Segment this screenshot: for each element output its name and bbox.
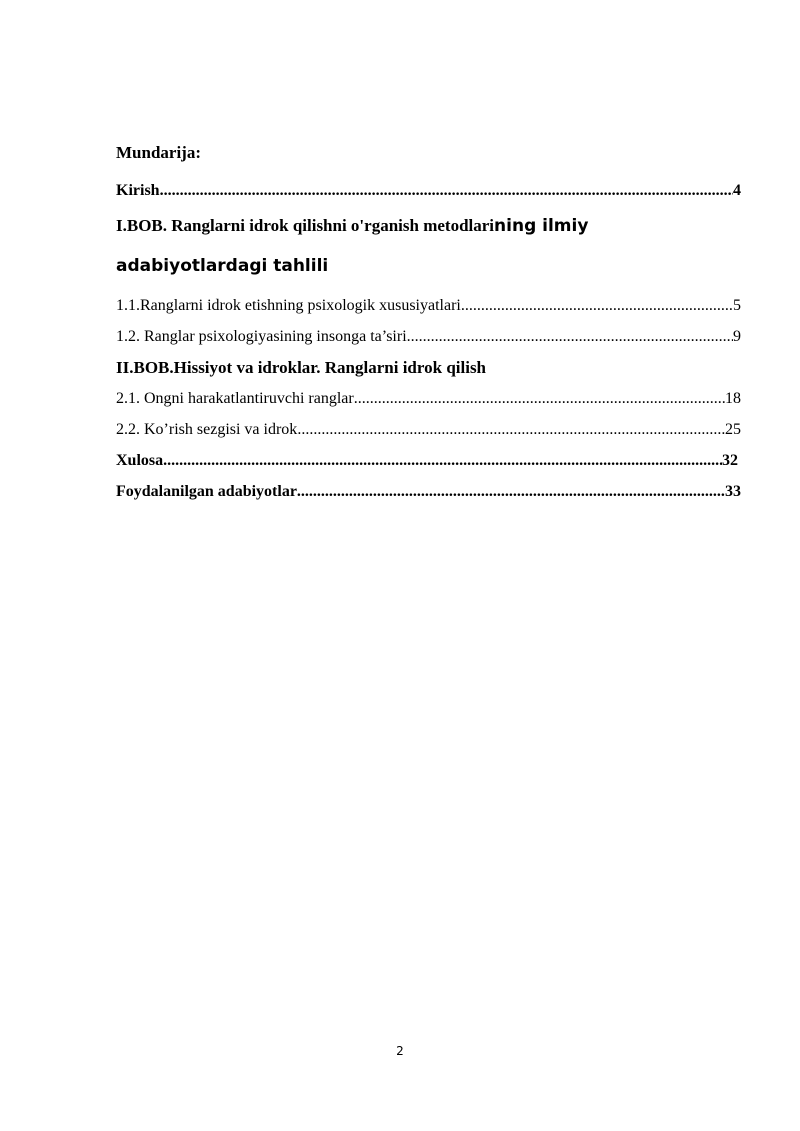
toc-entry-page: 18: [725, 390, 741, 407]
toc-entry-page: 4: [733, 182, 741, 199]
toc-chapter-1-heading[interactable]: [116, 206, 741, 286]
toc-entry-page: 5: [733, 297, 741, 314]
page-number: 2: [396, 1044, 404, 1058]
dot-leader: [407, 326, 733, 348]
dot-leader: [160, 180, 733, 202]
toc-entry-label: Xulosa: [116, 452, 164, 469]
toc-entry-conclusion[interactable]: [116, 441, 738, 472]
toc-entry-label: Kirish: [116, 182, 160, 199]
toc-entry-page: 33: [725, 483, 741, 500]
toc-title: Mundarija:: [116, 143, 201, 162]
toc-entry-page: 25: [725, 421, 741, 438]
dot-leader: [297, 419, 725, 441]
toc-entry-label: Foydalanilgan adabiyotlar: [116, 483, 297, 500]
toc-entry-intro[interactable]: [116, 171, 741, 202]
dot-leader: [354, 388, 725, 410]
table-of-contents: [116, 141, 741, 503]
toc-entry-page: 32: [722, 452, 738, 469]
toc-entry-label: 2.2. Ko’rish sezgisi va idrok: [116, 421, 298, 438]
dot-leader: [297, 481, 725, 503]
toc-chapter-2-heading[interactable]: II.BOB.Hissiyot va idroklar. Ranglarni idrok qilish: [116, 358, 487, 377]
toc-entry-1-1[interactable]: [116, 286, 741, 317]
dot-leader: [163, 450, 722, 472]
chapter-1-title-part-b: ning ilmiy: [494, 216, 589, 236]
toc-entry-label: 2.1. Ongni harakatlantiruvchi ranglar: [116, 390, 354, 407]
toc-entry-2-2[interactable]: [116, 410, 741, 441]
toc-entry-label: 1.1.Ranglarni idrok etishning psixologik xususiyatlari: [116, 297, 461, 314]
toc-entry-references[interactable]: [116, 472, 741, 503]
chapter-1-title-part-a: I.BOB. Ranglarni idrok qilishni o'rganish metodlari: [116, 216, 495, 235]
dot-leader: [461, 295, 733, 317]
toc-entry-page: 9: [733, 328, 741, 345]
toc-entry-1-2[interactable]: [116, 317, 741, 348]
chapter-1-title-line-2: adabiyotlardagi tahlili: [116, 256, 329, 276]
toc-entry-2-1[interactable]: [116, 379, 741, 410]
toc-entry-label: 1.2. Ranglar psixologiyasining insonga ta’siri: [116, 328, 407, 345]
